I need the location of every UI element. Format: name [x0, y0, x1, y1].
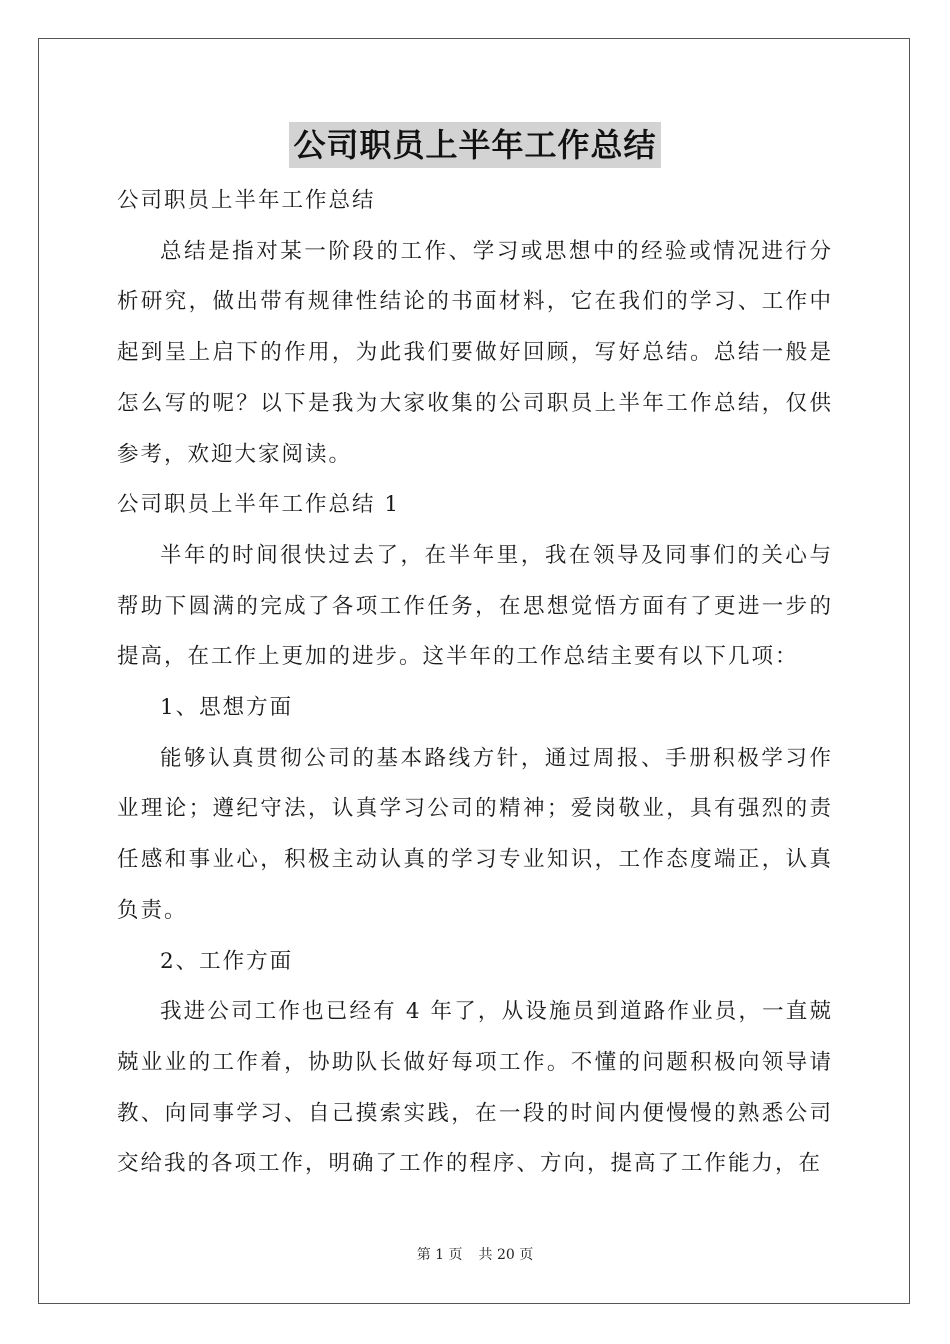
document-title: 公司职员上半年工作总结	[289, 122, 660, 168]
paragraph-heading-thought: 1、思想方面	[160, 695, 294, 721]
paragraph-work-body: 我进公司工作也已经有 4 年了，从设施员到道路作业员，一直兢兢业业的工作着，协助队长做好每项工作。不懂的问题积极向领导请教、向同事学习、自己摸索实践，在一段的时间内便慢慢的熟悉公司交给我的各项工作，明确了工作的程序、方向，提高了工作能力，在	[117, 999, 833, 1177]
title-container	[0, 122, 950, 168]
paragraph-summary-opening: 半年的时间很快过去了，在半年里，我在领导及同事们的关心与帮助下圆满的完成了各项工作任务，在思想觉悟方面有了更进一步的提高，在工作上更加的进步。这半年的工作总结主要有以下几项：	[117, 542, 833, 670]
page-footer	[0, 1245, 950, 1265]
document-body	[117, 176, 833, 1190]
page-number: 第 1 页	[416, 1247, 463, 1263]
paragraph-heading-work: 2、工作方面	[160, 948, 294, 974]
paragraph-section-heading: 公司职员上半年工作总结 1	[117, 492, 401, 518]
paragraph-subtitle: 公司职员上半年工作总结	[117, 188, 376, 213]
page-total: 共 20 页	[478, 1247, 534, 1263]
paragraph-intro: 总结是指对某一阶段的工作、学习或思想中的经验或情况进行分析研究，做出带有规律性结论的书面材料，它在我们的学习、工作中起到呈上启下的作用，为此我们要做好回顾，写好总结。总结一般是怎么写的呢？以下是我为大家收集的公司职员上半年工作总结，仅供参考，欢迎大家阅读。	[117, 238, 833, 467]
paragraph-thought-body: 能够认真贯彻公司的基本路线方针，通过周报、手册积极学习作业理论；遵纪守法，认真学习公司的精神；爱岗敬业，具有强烈的责任感和事业心，积极主动认真的学习专业知识，工作态度端正，认真负责。	[117, 745, 833, 923]
